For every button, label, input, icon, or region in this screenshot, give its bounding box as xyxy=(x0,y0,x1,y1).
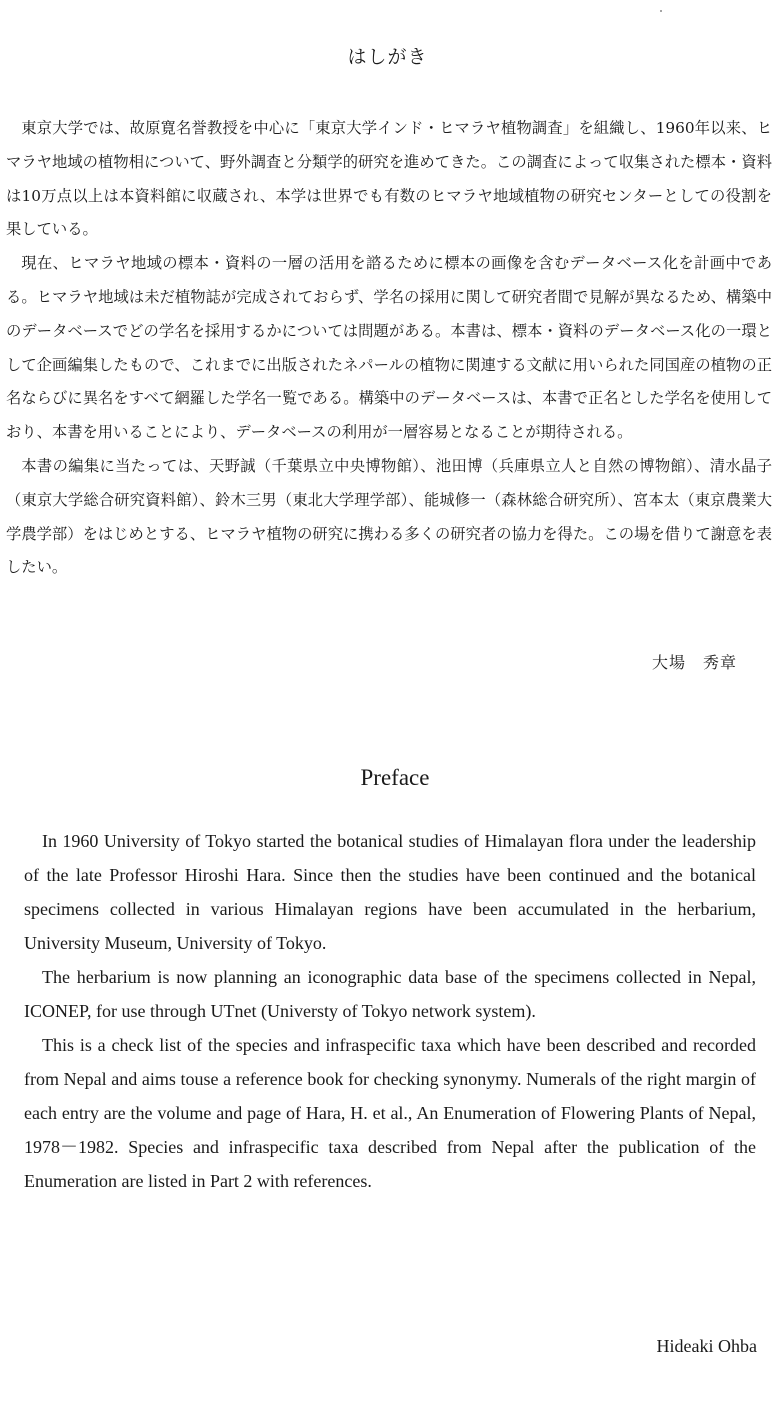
english-title: Preface xyxy=(360,765,430,790)
english-body xyxy=(24,824,756,1198)
scan-speck xyxy=(660,10,662,12)
japanese-signature: 大場 秀章 xyxy=(651,653,737,672)
english-signature: Hideaki Ohba xyxy=(656,1336,757,1356)
japanese-title: はしがき xyxy=(347,46,428,68)
japanese-paragraph-3: 本書の編集に当たっては、天野誠（千葉県立中央博物館）、池田博（兵庫県立人と自然の博物館）、清水晶子（東京大学総合研究資料館）、鈴木三男（東北大学理学部）、能城修一（森林総合研究所）、宮本太（東京農業大学農学部）をはじめとする、ヒマラヤ植物の研究に携わる多くの研究者の協力を得た。この場を借りて謝意を表したい。 xyxy=(6,456,772,577)
english-paragraph-3: This is a check list of the species and infraspecific taxa which have been described and recorded from Nepal and aims touse a reference book for checking synonymy. Numerals of the right margin of each entry are the volume and page of Hara, H. et al., An Enumeration of Flowering Plants of Nepal, 1978－1982. Species and infraspecific taxa described from Nepal after the publication of the Enumeration are listed in Part 2 with references. xyxy=(24,1035,756,1191)
english-paragraph-1: In 1960 University of Tokyo started the botanical studies of Himalayan flora under the leadership of the late Professor Hiroshi Hara. Since then the studies have been continued and the botanical specimens collected in various Himalayan regions have been accumulated in the herbarium, University Museum, University of Tokyo. xyxy=(24,831,756,953)
japanese-paragraph-1: 東京大学では、故原寛名誉教授を中心に「東京大学インド・ヒマラヤ植物調査」を組織し、1960年以来、ヒマラヤ地域の植物相について、野外調査と分類学的研究を進めてきた。この調査によって収集された標本・資料は10万点以上は本資料館に収蔵され、本学は世界でも有数のヒマラヤ地域植物の研究センターとしての役割を果している。 xyxy=(6,119,772,239)
japanese-paragraph-2: 現在、ヒマラヤ地域の標本・資料の一層の活用を諮るために標本の画像を含むデータベース化を計画中である。ヒマラヤ地域は未だ植物誌が完成されておらず、学名の採用に関して研究者間で見解が異なるため、構築中のデータベースでどの学名を採用するかについては問題がある。本書は、標本・資料のデータベース化の一環として企画編集したもので、これまでに出版されたネパールの植物に関連する文献に用いられた同国産の植物の正名ならびに異名をすべて網羅した学名一覧である。構築中のデータベースは、本書で正名とした学名を使用しており、本書を用いることにより、データベースの利用が一層容易となることが期待される。 xyxy=(6,254,772,442)
english-paragraph-2: The herbarium is now planning an iconographic data base of the specimens collected in Nepal, ICONEP, for use through UTnet (Universty of Tokyo network system). xyxy=(24,967,756,1021)
japanese-body xyxy=(6,112,772,585)
